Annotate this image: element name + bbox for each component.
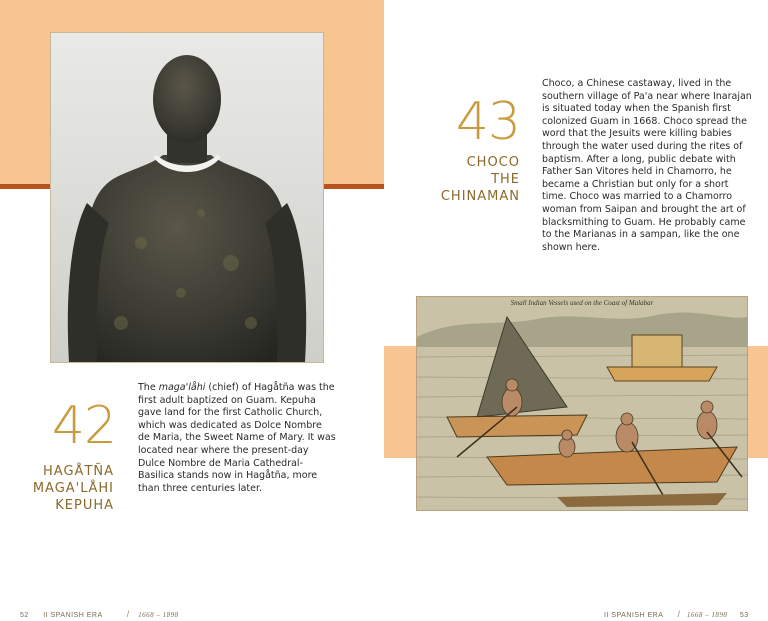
entry-title-43-line-1: CHOCO (466, 155, 520, 170)
left-footer-years: 1668 – 1898 (138, 611, 179, 619)
entry-title-43 (420, 154, 520, 205)
entry-number-43: 43 (455, 92, 520, 152)
left-page-number: 52 (20, 612, 29, 619)
entry-number-42: 42 (51, 396, 116, 456)
right-footer-years: 1668 – 1898 (686, 611, 728, 619)
statue-image (51, 33, 323, 362)
right-footer (604, 609, 754, 619)
left-footer (20, 609, 360, 619)
entry-body-42-italic: maga'låhi (158, 382, 206, 393)
entry-title-43-line-3: CHINAMAN (440, 189, 520, 204)
entry-body-43: Choco, a Chinese castaway, lived in the southern village of Pa'a near where Inarajan is situated today when the Spanish first colonized Guam in 1668. Choco spread the word that the Jesuits were killing babies through the water used during the rites of baptism. After a long, public debate with Father San Vitores held in Chamorro, he became a Christian but only for a short time. Choco was married to a Chamorro woman from Saipan and brought the art of blacksmithing to Guam. He probably came to the Marianas in a sampan, like the one shown here. (542, 78, 752, 253)
entry-title-42 (20, 463, 114, 514)
right-footer-section: II SPANISH ERA (604, 612, 663, 619)
left-footer-section: II SPANISH ERA (43, 612, 103, 619)
entry-title-42-line-1: HAGÅTÑA (43, 464, 114, 479)
entry-body-42-rest: (chief) of Hagåtña was the first adult baptized on Guam. Kepuha gave land for the first Catholic Church, which was dedicated as Dolce Nombre de Maria, the Sweet Name of Mary. It was located near where the present-day Dulce Nombre de Maria Cathedral-Basilica stands now in Hagåtña, more than three centuries later. (138, 382, 336, 494)
entry-title-42-line-2: MAGA'LÅHI (32, 481, 114, 496)
left-footer-divider: / (126, 609, 130, 619)
right-page-number: 53 (739, 612, 749, 619)
sampan-engraving (417, 297, 747, 510)
entry-title-42-line-3: KEPUHA (55, 498, 114, 513)
entry-title-43-line-2: THE (491, 172, 520, 187)
entry-body-42-pre: The (138, 382, 159, 393)
entry-body-42 (138, 382, 336, 495)
right-footer-divider: / (677, 609, 681, 619)
sampan-illustration (416, 296, 748, 511)
illustration-caption: Small Indian Vessels used on the Coast of Malabar (510, 299, 654, 307)
statue-photo (50, 32, 324, 363)
